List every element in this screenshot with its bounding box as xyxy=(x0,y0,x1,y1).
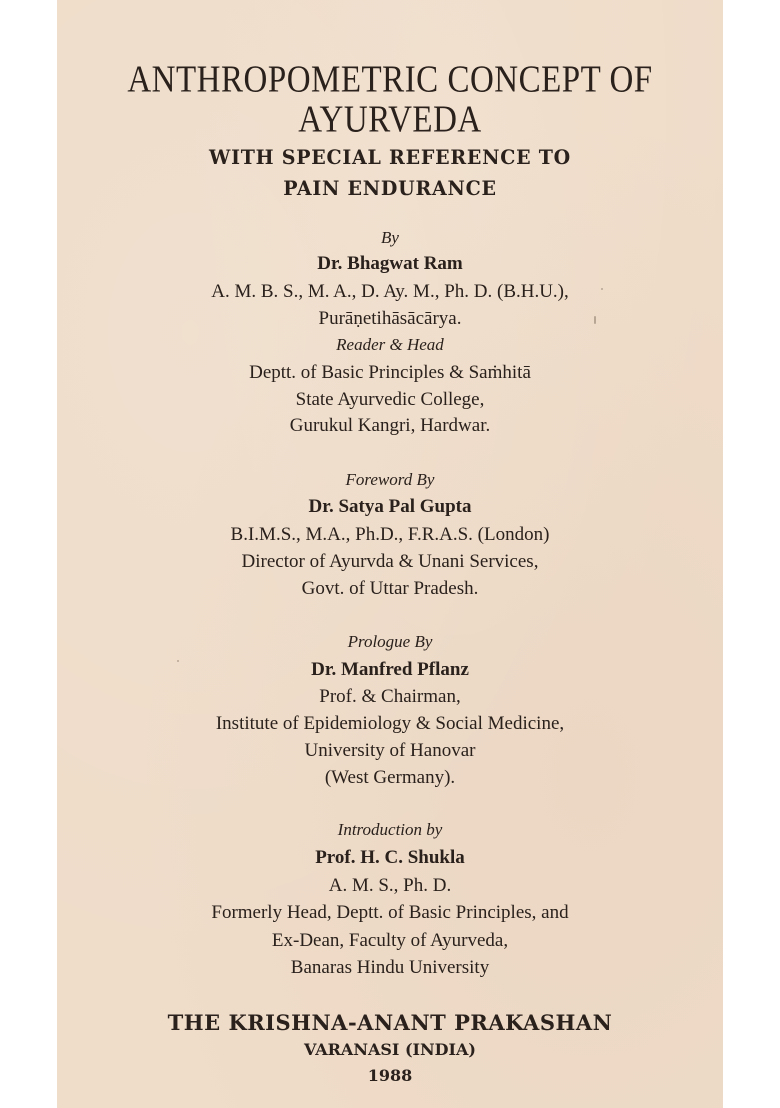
prologue-author-line: Prof. & Chairman, xyxy=(319,686,461,707)
publication-year: 1988 xyxy=(367,1066,413,1085)
prologue-label: Prologue By xyxy=(347,632,433,651)
paper-speck xyxy=(177,660,179,662)
author-label: By xyxy=(381,228,399,247)
prologue-author-line: University of Hanovar xyxy=(304,740,476,761)
author-honorific: Purāṇetihāsācārya. xyxy=(318,308,462,329)
prologue-author-name: Dr. Manfred Pflanz xyxy=(311,659,469,680)
author-degrees: A. M. B. S., M. A., D. Ay. M., Ph. D. (B.H.U.), xyxy=(211,281,569,302)
introduction-author-line: A. M. S., Ph. D. xyxy=(328,875,452,896)
author-affiliation-line: Gurukul Kangri, Hardwar. xyxy=(289,415,491,436)
introduction-label: Introduction by xyxy=(337,820,443,839)
author-position: Reader & Head xyxy=(336,335,444,354)
book-title-page xyxy=(57,0,723,1108)
foreword-author-name: Dr. Satya Pal Gupta xyxy=(308,496,472,517)
foreword-author-line: Director of Ayurvda & Unani Services, xyxy=(241,551,539,572)
foreword-label: Foreword By xyxy=(345,470,435,489)
author-affiliation-line: State Ayurvedic College, xyxy=(295,389,485,410)
paper-speck xyxy=(601,288,603,290)
author-affiliation-line: Deptt. of Basic Principles & Saṁhitā xyxy=(249,362,531,383)
introduction-author-line: Ex-Dean, Faculty of Ayurveda, xyxy=(271,930,509,951)
paper-speck xyxy=(594,316,596,324)
introduction-author-name: Prof. H. C. Shukla xyxy=(315,847,465,868)
author-name: Dr. Bhagwat Ram xyxy=(317,253,463,274)
introduction-author-line: Banaras Hindu University xyxy=(290,957,490,978)
book-title-line-2: AYURVEDA xyxy=(298,99,482,141)
foreword-author-line: B.I.M.S., M.A., Ph.D., F.R.A.S. (London) xyxy=(230,524,550,545)
book-subtitle-line-1: WITH SPECIAL REFERENCE TO xyxy=(209,145,571,169)
book-title-line-1: ANTHROPOMETRIC CONCEPT OF xyxy=(127,59,653,101)
prologue-author-line: (West Germany). xyxy=(324,767,456,788)
foreword-author-line: Govt. of Uttar Pradesh. xyxy=(301,578,479,599)
book-subtitle-line-2: PAIN ENDURANCE xyxy=(283,176,497,200)
introduction-author-line: Formerly Head, Deptt. of Basic Principles, and xyxy=(211,902,569,923)
prologue-author-line: Institute of Epidemiology & Social Medicine, xyxy=(215,713,565,734)
publisher-name: THE KRISHNA-ANANT PRAKASHAN xyxy=(167,1010,613,1035)
publisher-place: VARANASI (INDIA) xyxy=(304,1040,476,1059)
